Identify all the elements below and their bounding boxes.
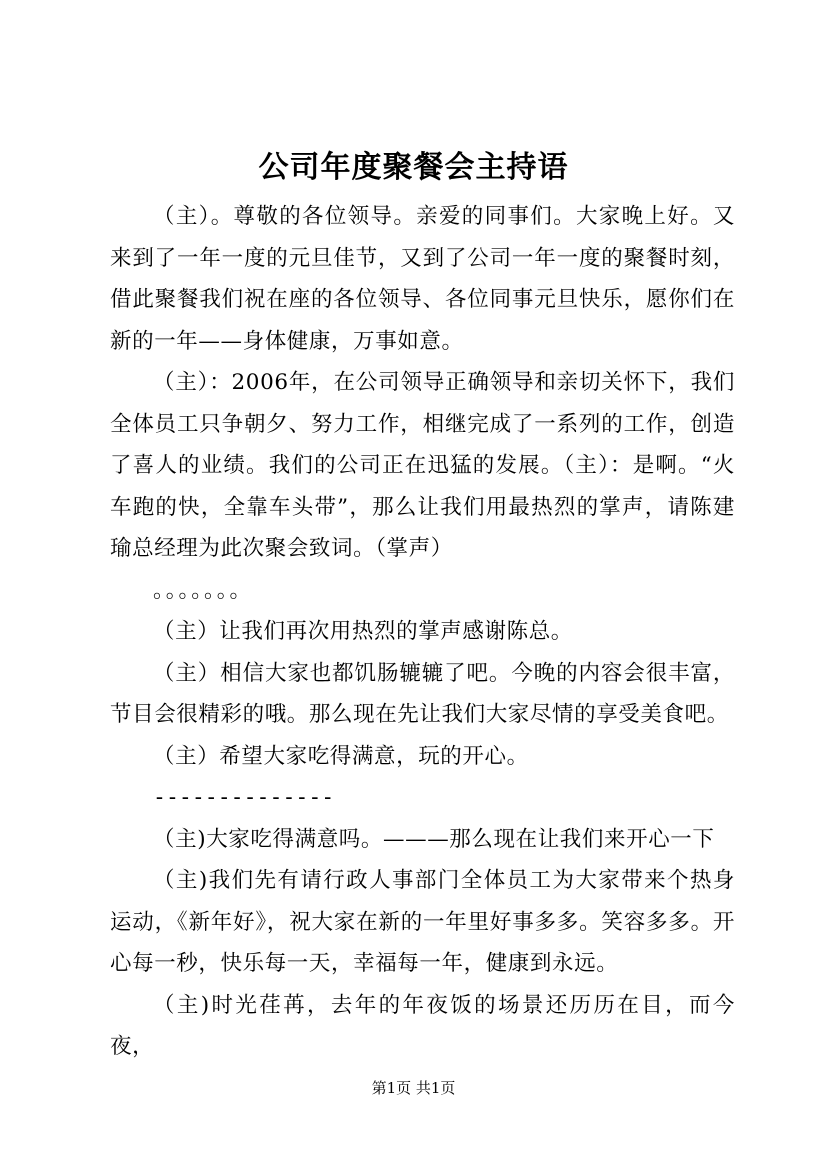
paragraph-dinner: （主）相信大家也都饥肠辘辘了吧。今晚的内容会很丰富，节目会很精彩的哦。那么现在先让我们大家尽情的享受美食吧。 <box>110 660 735 727</box>
paragraph-opening: （主）。尊敬的各位领导。亲爱的同事们。大家晚上好。又来到了一年一度的元旦佳节，又到了公司一年一度的聚餐时刻，借此聚餐我们祝在座的各位领导、各位同事元旦快乐，愿你们在新的一年——身体健康，万事如意。 <box>110 204 735 354</box>
document-title: 公司年度聚餐会主持语 <box>258 150 569 185</box>
paragraph-thanks: （主）让我们再次用热烈的掌声感谢陈总。 <box>153 619 573 644</box>
page-number-footer: 第1页 共1页 <box>371 1079 456 1097</box>
paragraph-achievements: （主）：2006年，在公司领导正确领导和亲切关怀下，我们全体员工只争朝夕、努力工作，相继完成了一系列的工作，创造了喜人的业绩。我们的公司正在迅猛的发展。（主）：是啊。“火车跑的快，全靠车头带”，那么让我们用最热烈的掌声，请陈建瑜总经理为此次聚会致词。（掌声） <box>110 370 735 561</box>
paragraph-warmup: （主)我们先有请行政人事部门全体员工为大家带来个热身运动，《新年好》，祝大家在新的一年里好事多多。笑容多多。开心每一秒，快乐每一天，幸福每一年，健康到永远。 <box>110 868 735 976</box>
document-body <box>110 196 735 1068</box>
paragraph-ellipsis: 。。。。。。。 <box>153 577 254 603</box>
separator-line: -------------- <box>153 785 335 810</box>
paragraph-time: （主)时光荏苒，去年的年夜饭的场景还历历在目，而今夜， <box>110 992 735 1059</box>
paragraph-fun: （主)大家吃得满意吗。———那么现在让我们来开心一下 <box>153 826 715 852</box>
paragraph-enjoy: （主）希望大家吃得满意，玩的开心。 <box>153 743 529 769</box>
